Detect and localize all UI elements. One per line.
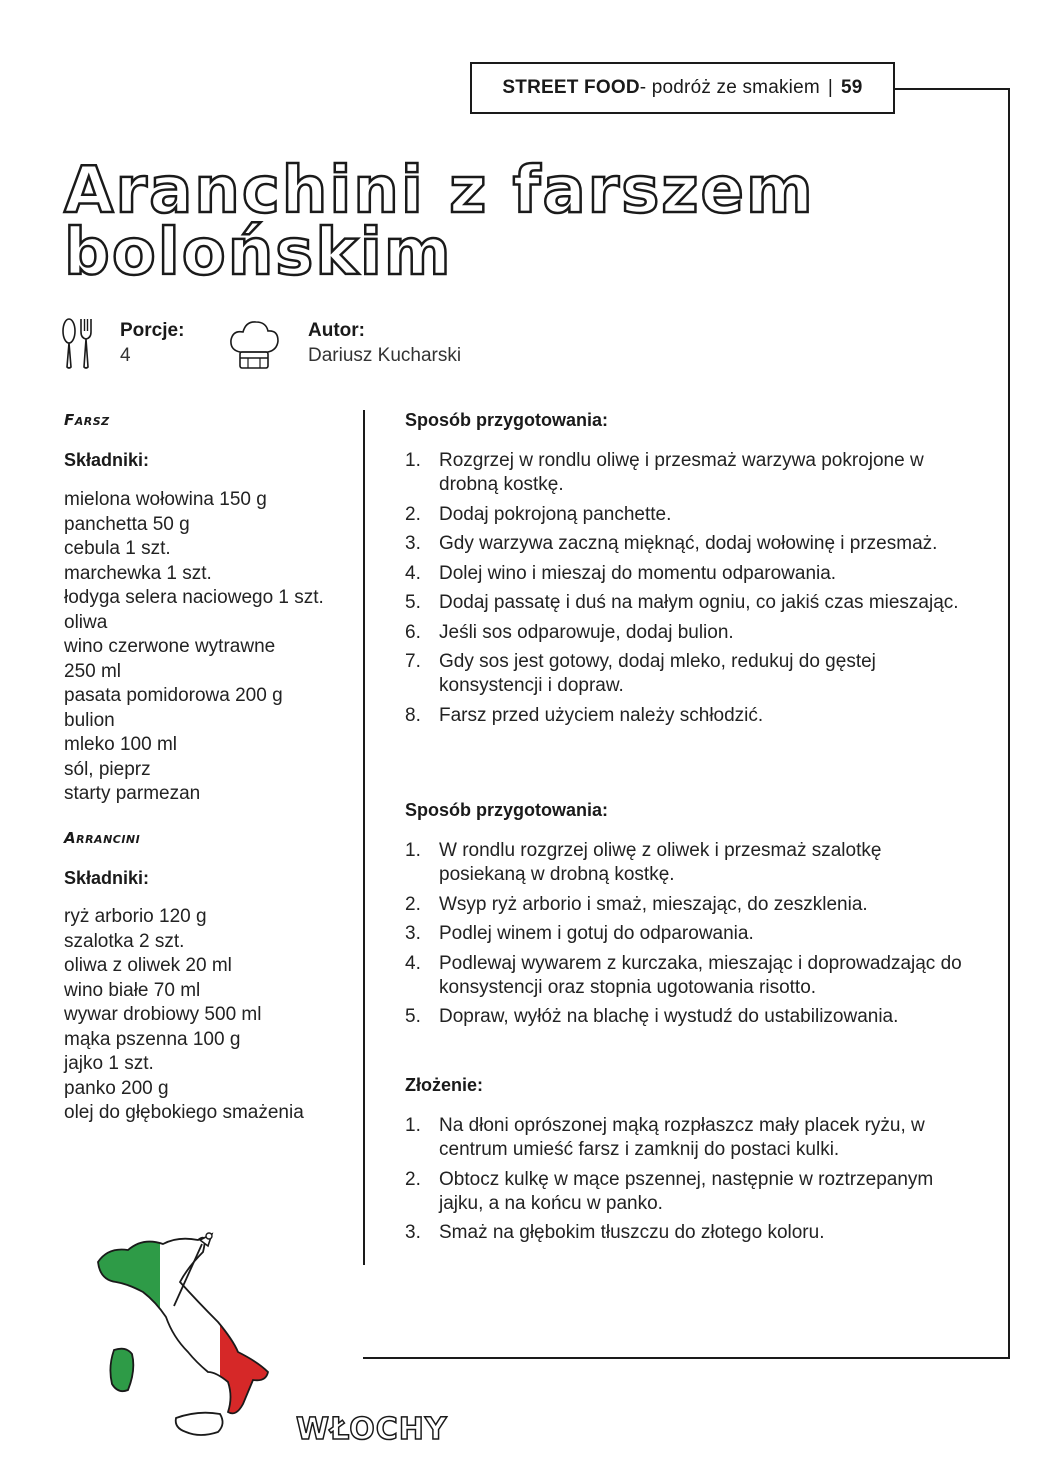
list-item: panko 200 g [64,1077,169,1099]
author-value: Dariusz Kucharski [308,345,462,366]
list-item: 1. Na dłoni oprószonej mąką rozpłaszcz mały placek ryżu, w centrum umieść farsz i zamknij do postaci kulki. [405,1115,925,1160]
recipe-title [64,154,815,290]
arancini-section-title: Arrancini [64,829,141,847]
column-divider [363,410,365,1265]
list-item: 2. Obtocz kulkę w mące pszennej, następnie w roztrzepanym jajku, a na końcu w panko. [405,1168,934,1214]
portions-block [120,318,184,368]
arancini-steps-list [405,839,965,1035]
list-item: 250 ml [64,660,122,682]
list-item: pasata pomidorowa 200 g [64,685,283,706]
header-separator: | [827,77,834,98]
farsz-method-label: Sposób przygotowania: [405,410,609,430]
frame-line-right [1008,88,1010,1359]
country-name: WŁOCHY [296,1412,448,1447]
list-item: marchewka 1 szt. [64,562,212,584]
frame-line-top [895,88,1010,90]
farsz-ingredients-list [64,488,349,807]
farsz-steps-list [405,449,965,733]
list-item: 5. Dopraw, wyłóż na blachę i wystudź do ustabilizowania. [405,1006,899,1027]
list-item: starty parmezan [64,783,201,804]
author-block [308,318,461,368]
list-item: panchetta 50 g [64,513,190,535]
list-item: 3. Smaż na głębokim tłuszczu do złotego koloru. [405,1222,825,1243]
cutlery-icon [60,318,96,370]
page-number: 59 [841,77,863,98]
list-item: wywar drobiowy 500 ml [64,1004,262,1025]
list-item: 1. W rondlu rozgrzej oliwę z oliwek i przesmaż szalotkę posiekaną w drobną kostkę. [405,840,882,885]
list-item: bulion [64,709,115,731]
list-item: olej do głębokiego smażenia [64,1102,304,1123]
list-item: łodyga selera naciowego 1 szt. [64,587,324,608]
farsz-section-title: Farsz [64,411,110,429]
list-item: 3. Gdy warzywa zaczną mięknąć, dodaj wołowinę i przesmaż. [405,533,938,554]
list-item: 4. Podlewaj wywarem z kurczaka, mieszając i doprowadzając do konsystencji oraz stopnia ugotowania risotto. [405,952,962,998]
list-item: szalotka 2 szt. [64,930,185,952]
list-item: wino czerwone wytrawne [64,636,276,657]
list-item: 4. Dolej wino i mieszaj do momentu odparowania. [405,562,837,584]
farsz-ingredients-label: Składniki: [64,450,150,470]
list-item: 6. Jeśli sos odparowuje, dodaj bulion. [405,621,734,643]
list-item: 2. Wsyp ryż arborio i smaż, mieszając, do zeszklenia. [405,893,868,915]
assembly-label: Złożenie: [405,1075,484,1095]
assembly-steps-list [405,1114,965,1251]
list-item: 5. Dodaj passatę i duś na małym ogniu, co jakiś czas mieszając. [405,592,959,613]
chef-hat-icon [228,318,280,372]
list-item: ryż arborio 120 g [64,906,207,927]
list-item: mleko 100 ml [64,734,177,755]
italy-map-illustration [88,1222,278,1444]
list-item: 3. Podlej winem i gotuj do odparowania. [405,923,754,944]
book-title: STREET FOOD [502,77,640,98]
recipe-title-line1: Aranchini z farszem [64,154,815,228]
portions-label: Porcje: [120,320,185,341]
list-item: mąka pszenna 100 g [64,1028,241,1050]
list-item: mielona wołowina 150 g [64,489,267,510]
list-item: oliwa [64,611,108,633]
list-item: 8. Farsz przed użyciem należy schłodzić. [405,704,764,726]
frame-line-bottom [363,1357,1010,1359]
list-item: 7. Gdy sos jest gotowy, dodaj mleko, redukuj do gęstej konsystencji i dopraw. [405,651,876,696]
list-item: wino białe 70 ml [64,979,201,1001]
arancini-ingredients-label: Składniki: [64,868,150,888]
list-item: oliwa z oliwek 20 ml [64,955,232,976]
list-item: 1. Rozgrzej w rondlu oliwę i przesmaż warzywa pokrojone w drobną kostkę. [405,450,924,495]
list-item: sól, pieprz [64,758,151,780]
list-item: 2. Dodaj pokrojoną panchette. [405,503,672,525]
running-header [470,62,895,114]
arancini-ingredients-list [64,905,349,1126]
author-label: Autor: [308,320,365,341]
arancini-method-label: Sposób przygotowania: [405,800,609,820]
recipe-title-line2: bolońskim [64,216,453,290]
portions-value: 4 [120,345,131,366]
book-subtitle: - podróż ze smakiem [639,77,820,98]
list-item: cebula 1 szt. [64,538,171,559]
list-item: jajko 1 szt. [64,1053,154,1074]
